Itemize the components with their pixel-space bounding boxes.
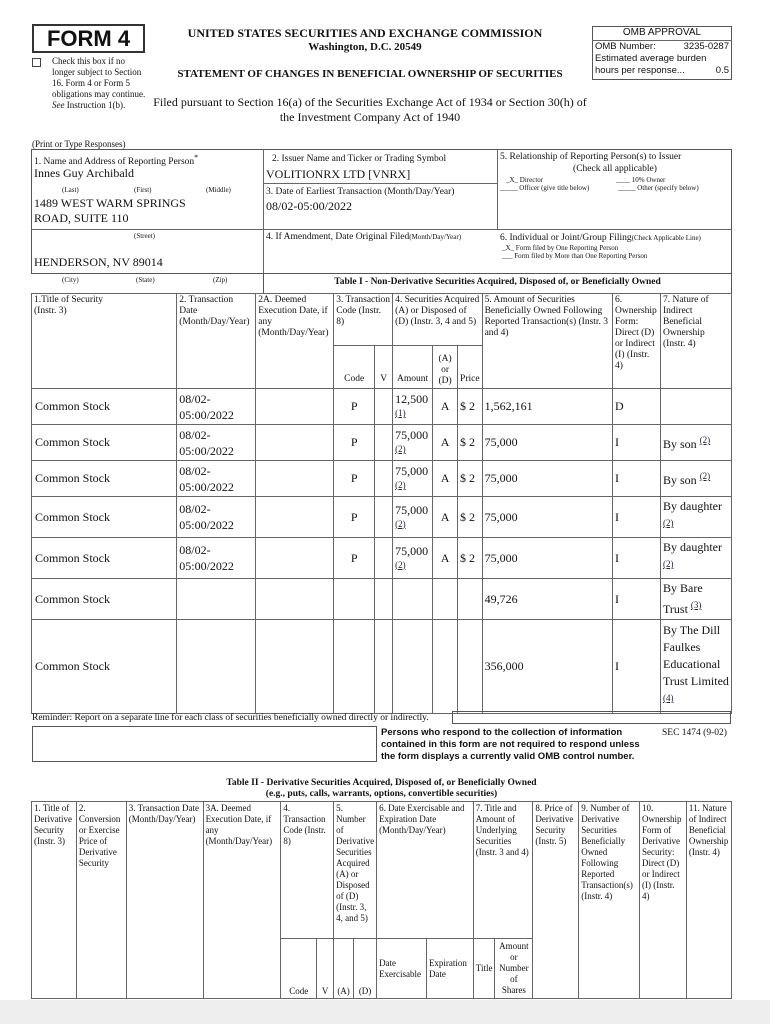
t1-cell-price xyxy=(458,389,483,425)
form-title: FORM 4 xyxy=(46,26,131,51)
t1-cell-aord xyxy=(433,538,458,579)
omb-hours-label: hours per response... xyxy=(595,65,685,76)
reporting-hline-3 xyxy=(31,229,263,230)
t1-cell-form xyxy=(613,497,661,538)
footnote-link[interactable]: (2) xyxy=(395,518,406,529)
t2-sub-amount: Amount or Number of Shares xyxy=(495,939,533,999)
t2-sub-v: V xyxy=(317,939,334,999)
relationship-sub: (Check all applicable) xyxy=(573,164,657,174)
t1-cell-title xyxy=(32,461,177,497)
security-title: Common Stock xyxy=(35,435,111,449)
omb-number: 3235-0287 xyxy=(683,41,729,52)
table1-title: Table I - Non-Derivative Securities Acquired, Disposed of, or Beneficially Owned xyxy=(334,277,661,287)
t1-cell-v xyxy=(375,497,393,538)
left-notice-box xyxy=(32,726,377,762)
omb-title: OMB APPROVAL xyxy=(622,27,702,38)
t1-cell-deemed xyxy=(256,579,334,620)
ownership-form: I xyxy=(615,435,620,449)
t1-cell-price xyxy=(458,538,483,579)
amount-owned: 356,000 xyxy=(484,659,524,673)
issuer-name: VOLITIONRX LTD [VNRX] xyxy=(266,167,411,181)
footnote-link[interactable]: (3) xyxy=(690,600,702,610)
t1-cell-nature xyxy=(661,579,732,620)
footnote-link[interactable]: (1) xyxy=(395,408,406,418)
acquired-disposed: A xyxy=(440,509,450,524)
joint-one-person[interactable]: _X_ Form filed by One Reporting Person xyxy=(502,244,619,252)
t2-h-exercisable: 6. Date Exercisable and Expiration Date (Month/Day/Year) xyxy=(377,802,474,939)
rel-officer[interactable]: _____ Officer (give title below) xyxy=(500,184,590,192)
t1-cell-owned xyxy=(482,389,612,425)
t1-cell-aord xyxy=(433,389,458,425)
t1-h-deemed: 2A. Deemed Execution Date, if any (Month/Day/Year) xyxy=(256,294,334,389)
t1-cell-owned xyxy=(482,620,612,714)
table1-header-row xyxy=(32,294,732,346)
earliest-date-label: 3. Date of Earliest Transaction (Month/Day/Year) xyxy=(266,187,455,197)
amount-owned: 75,000 xyxy=(484,509,518,524)
t1-cell-deemed xyxy=(256,620,334,714)
t1-cell-price xyxy=(458,461,483,497)
joint-filing-label: 6. Individual or Joint/Group Filing(Check Applicable Line) xyxy=(500,233,701,243)
ownership-form: I xyxy=(615,550,620,565)
filed-pursuant-line2: the Investment Company Act of 1940 xyxy=(279,110,461,124)
t1-cell-date xyxy=(177,620,256,714)
ownership-form: I xyxy=(615,591,620,606)
zip-label: (Zip) xyxy=(213,276,228,284)
footnote-link[interactable]: (2) xyxy=(699,435,711,445)
transaction-code: P xyxy=(350,399,358,413)
t1-cell-code xyxy=(334,538,375,579)
t1-cell-v xyxy=(375,425,393,461)
security-title: Common Stock xyxy=(35,659,111,673)
t1-cell-owned xyxy=(482,461,612,497)
t1-cell-aord xyxy=(433,620,458,714)
amount: 75,000 xyxy=(395,543,429,558)
table1-row xyxy=(32,497,732,538)
transaction-date-rest: 05:00/2022 xyxy=(179,443,234,458)
nature-of-ownership: By daughter xyxy=(663,499,722,513)
t1-cell-v xyxy=(375,538,393,579)
reporting-div-2 xyxy=(497,149,498,229)
t1-cell-date xyxy=(177,461,256,497)
ownership-form: I xyxy=(615,471,620,485)
reporting-hline-1 xyxy=(263,183,497,184)
table2-title: Table II - Derivative Securities Acquired, Disposed of, or Beneficially Owned xyxy=(226,778,537,788)
t1-cell-form xyxy=(613,461,661,497)
amount-owned: 75,000 xyxy=(484,550,518,565)
transaction-date: 08/02- xyxy=(179,463,211,478)
t1-cell-date xyxy=(177,389,256,425)
t1-cell-title xyxy=(32,620,177,714)
t1-cell-date xyxy=(177,538,256,579)
t1-cell-deemed xyxy=(256,538,334,579)
price: $ 2 xyxy=(460,399,476,413)
footnote-link[interactable]: (2) xyxy=(663,518,674,528)
t1-sub-aord: (A) or (D) xyxy=(433,346,458,389)
transaction-date: 08/02- xyxy=(179,391,211,406)
print-type-note: (Print or Type Responses) xyxy=(32,139,126,149)
t1-cell-owned xyxy=(482,538,612,579)
t1-cell-nature xyxy=(661,389,732,425)
t1-cell-form xyxy=(613,538,661,579)
t1-cell-title xyxy=(32,579,177,620)
t1-cell-v xyxy=(375,579,393,620)
t1-cell-nature xyxy=(661,497,732,538)
t2-h-date: 3. Transaction Date (Month/Day/Year) xyxy=(126,802,203,999)
t1-h-code: 3. Transaction Code (Instr. 8) xyxy=(334,294,393,346)
t1-cell-code xyxy=(334,425,375,461)
t1-cell-aord xyxy=(433,497,458,538)
t2-sub-title: Title xyxy=(473,939,495,999)
transaction-date-rest: 05:00/2022 xyxy=(179,479,234,494)
t1-sub-price: Price xyxy=(458,346,483,389)
t1-cell-aord xyxy=(433,461,458,497)
relationship-label: 5. Relationship of Reporting Person(s) to Issuer xyxy=(500,152,682,162)
transaction-date-rest: 05:00/2022 xyxy=(179,407,234,422)
reporting-hline-2 xyxy=(263,229,732,230)
rel-other[interactable]: _____ Other (specify below) xyxy=(618,184,699,192)
t1-cell-v xyxy=(375,461,393,497)
reporting-div-1 xyxy=(263,149,264,274)
t1-cell-aord xyxy=(433,425,458,461)
table1-row xyxy=(32,425,732,461)
security-title: Common Stock xyxy=(35,591,111,606)
t1-cell-price xyxy=(458,579,483,620)
t1-cell-v xyxy=(375,389,393,425)
address-line1: 1489 WEST WARM SPRINGS xyxy=(34,196,186,210)
acquired-disposed: A xyxy=(440,435,450,449)
t1-h-nature: 7. Nature of Indirect Beneficial Ownership (Instr. 4) xyxy=(661,294,732,389)
t2-h-conversion: 2. Conversion or Exercise Price of Derivative Security xyxy=(76,802,126,999)
t1-cell-title xyxy=(32,497,177,538)
security-title: Common Stock xyxy=(35,471,111,485)
footnote-link[interactable]: (2) xyxy=(663,559,674,569)
t2-h-number-owned: 9. Number of Derivative Securities Beneficially Owned Following Reported Transaction(s) (Instr. 4) xyxy=(579,802,640,999)
nature-of-ownership: By son xyxy=(663,473,697,487)
t1-cell-date xyxy=(177,497,256,538)
agency-name: UNITED STATES SECURITIES AND EXCHANGE COMMISSION xyxy=(187,26,543,40)
omb-burden: Estimated average burden xyxy=(595,53,707,64)
table1-row xyxy=(32,538,732,579)
t1-cell-deemed xyxy=(256,425,334,461)
transaction-date: 08/02- xyxy=(179,502,211,516)
nature-of-ownership: By daughter xyxy=(663,540,722,554)
table2 xyxy=(31,801,732,999)
footnote-link[interactable]: (4) xyxy=(663,693,674,703)
table2-subtitle: (e.g., puts, calls, warrants, options, convertible securities) xyxy=(265,789,498,799)
t1-cell-form xyxy=(613,389,661,425)
transaction-code: P xyxy=(350,550,358,565)
t1-cell-date xyxy=(177,425,256,461)
bottom-shade xyxy=(0,1000,770,1024)
acquired-disposed: A xyxy=(440,399,450,413)
t2-sub-date-exercisable: Date Exercisable xyxy=(377,939,427,999)
footnote-link[interactable]: (2) xyxy=(699,471,711,481)
t2-sub-a: (A) xyxy=(334,939,354,999)
t1-cell-code xyxy=(334,620,375,714)
address-line2: ROAD, SUITE 110 xyxy=(34,211,129,225)
t2-sub-expiration: Expiration Date xyxy=(426,939,473,999)
t2-h-ownership-form: 10. Ownership Form of Derivative Security: Direct (D) or Indirect (I) (Instr. 4) xyxy=(640,802,687,999)
price: $ 2 xyxy=(460,550,476,565)
amount: 75,000 xyxy=(395,502,429,517)
t1-sub-amount: Amount xyxy=(393,346,433,389)
t1-cell-form xyxy=(613,579,661,620)
amount: 75,000 xyxy=(395,428,429,442)
t1-cell-code xyxy=(334,389,375,425)
price: $ 2 xyxy=(460,471,476,485)
t1-h-ownership-form: 6. Ownership Form: Direct (D) or Indirect (I) (Instr. 4) xyxy=(613,294,661,389)
issuer-label: 2. Issuer Name and Ticker or Trading Symbol xyxy=(272,154,447,164)
ownership-form: I xyxy=(615,509,620,524)
last-label: (Last) xyxy=(62,186,79,194)
t1-cell-code xyxy=(334,579,375,620)
t1-sub-v: V xyxy=(375,346,393,389)
t1-cell-price xyxy=(458,497,483,538)
t1-cell-v xyxy=(375,620,393,714)
rel-ten-percent-owner[interactable]: ____ 10% Owner xyxy=(616,176,666,184)
t1-cell-code xyxy=(334,497,375,538)
table1-row xyxy=(32,389,732,425)
t1-cell-price xyxy=(458,620,483,714)
street-label: (Street) xyxy=(134,232,155,240)
t1-cell-deemed xyxy=(256,461,334,497)
transaction-code: P xyxy=(350,509,358,524)
t1-cell-owned xyxy=(482,497,612,538)
t1-cell-aord xyxy=(433,579,458,620)
reporting-person-name: Innes Guy Archibald xyxy=(34,166,134,180)
t1-cell-nature xyxy=(661,425,732,461)
t1-cell-form xyxy=(613,620,661,714)
t1-cell-title xyxy=(32,538,177,579)
city-state-zip: HENDERSON, NV 89014 xyxy=(34,255,163,269)
t2-h-price: 8. Price of Derivative Security (Instr. 5) xyxy=(533,802,579,999)
nature-of-ownership: By The Dill Faulkes Educational Trust Limited xyxy=(663,623,729,688)
t1-cell-nature xyxy=(661,620,732,714)
amount-owned: 75,000 xyxy=(484,435,518,449)
t1-cell-deemed xyxy=(256,389,334,425)
t1-cell-date xyxy=(177,579,256,620)
amount: 12,500 xyxy=(395,392,429,406)
footnote-link[interactable]: (2) xyxy=(395,559,406,570)
table1-row xyxy=(32,620,732,714)
state-label: (State) xyxy=(136,276,155,284)
reminder-text: Reminder: Report on a separate line for each class of securities beneficially owned directly or indirectly. xyxy=(32,713,429,723)
t1-cell-nature xyxy=(661,461,732,497)
t1-cell-code xyxy=(334,461,375,497)
security-title: Common Stock xyxy=(35,399,111,413)
omb-number-label: OMB Number: xyxy=(595,41,656,52)
t1-cell-owned xyxy=(482,425,612,461)
city-label: (City) xyxy=(62,276,79,284)
table1-row xyxy=(32,461,732,497)
t1-cell-deemed xyxy=(256,497,334,538)
acquired-disposed: A xyxy=(440,471,450,485)
agency-city: Washington, D.C. 20549 xyxy=(308,41,422,53)
reporting-person-label: 1. Name and Address of Reporting Person* xyxy=(34,153,199,168)
table1-row xyxy=(32,579,732,620)
amendment-label: 4. If Amendment, Date Original Filed(Month/Day/Year) xyxy=(266,232,462,242)
security-title: Common Stock xyxy=(35,509,111,524)
t1-cell-owned xyxy=(482,579,612,620)
amount: 75,000 xyxy=(395,464,429,478)
t1-cell-title xyxy=(32,389,177,425)
t2-h-title: 1. Title of Derivative Security (Instr. 3) xyxy=(32,802,77,999)
table1 xyxy=(31,293,732,714)
transaction-date: 08/02- xyxy=(179,427,211,442)
t1-cell-amount xyxy=(393,620,433,714)
transaction-code: P xyxy=(350,435,358,449)
nature-of-ownership: By Bare Trust xyxy=(663,581,703,616)
t1-cell-amount xyxy=(393,579,433,620)
t1-h-securities: 4. Securities Acquired (A) or Disposed of (D) (Instr. 3, 4 and 5) xyxy=(393,294,482,346)
statement-title: STATEMENT OF CHANGES IN BENEFICIAL OWNERSHIP OF SECURITIES xyxy=(177,68,563,80)
t1-cell-amount xyxy=(393,389,433,425)
amount-owned: 75,000 xyxy=(484,471,518,485)
amount-owned: 1,562,161 xyxy=(484,399,533,413)
earliest-date: 08/02-05:00/2022 xyxy=(266,199,352,213)
t2-sub-d: (D) xyxy=(354,939,377,999)
transaction-date-rest: 05:00/2022 xyxy=(179,559,234,573)
transaction-code: P xyxy=(350,471,358,485)
t1-h-title: 1.Title of Security (Instr. 3) xyxy=(32,294,177,389)
t1-h-date: 2. Transaction Date (Month/Day/Year) xyxy=(177,294,256,389)
price: $ 2 xyxy=(460,509,476,524)
sec-code: SEC 1474 (9-02) xyxy=(662,728,727,738)
middle-label: (Middle) xyxy=(206,186,231,194)
t2-h-code: 4. Transaction Code (Instr. 8) xyxy=(281,802,334,939)
amount-owned: 49,726 xyxy=(484,591,518,606)
filed-pursuant-line1: Filed pursuant to Section 16(a) of the Securities Exchange Act of 1934 or Section 30(h) of xyxy=(153,95,587,109)
joint-more-persons[interactable]: ___ Form filed by More than One Reporting Person xyxy=(502,252,648,260)
no-longer-subject-checkbox[interactable] xyxy=(32,58,41,67)
t1-cell-amount xyxy=(393,461,433,497)
t2-sub-code: Code xyxy=(281,939,317,999)
rel-director[interactable]: _X_ Director xyxy=(506,176,544,184)
t1-cell-nature xyxy=(661,538,732,579)
persons-notice: Persons who respond to the collection of information contained in this form are not required to respond unless the form displays a currently valid OMB control number. xyxy=(381,727,640,762)
t1-cell-amount xyxy=(393,425,433,461)
acquired-disposed: A xyxy=(440,550,450,565)
t2-h-number: 5. Number of Derivative Securities Acquired (A) or Disposed of (D) (Instr. 3, 4, and 5) xyxy=(334,802,377,939)
t2-h-deemed: 3A. Deemed Execution Date, if any (Month/Day/Year) xyxy=(203,802,281,999)
t1-cell-title xyxy=(32,425,177,461)
nature-of-ownership: By son xyxy=(663,437,697,451)
checkbox-text: Check this box if no longer subject to Section 16. Form 4 or Form 5 obligations may continue. See Instruction 1(b). xyxy=(52,56,146,110)
t1-h-amount-owned: 5. Amount of Securities Beneficially Owned Following Reported Transaction(s) (Instr. 3 and 4) xyxy=(482,294,612,389)
t1-cell-price xyxy=(458,425,483,461)
transaction-date-rest: 05:00/2022 xyxy=(179,518,234,532)
security-title: Common Stock xyxy=(35,550,111,565)
ownership-form: I xyxy=(615,659,620,673)
t1-cell-amount xyxy=(393,497,433,538)
t1-sub-code: Code xyxy=(334,346,375,389)
price: $ 2 xyxy=(460,435,476,449)
t2-h-underlying: 7. Title and Amount of Underlying Securities (Instr. 3 and 4) xyxy=(473,802,533,939)
t1-cell-form xyxy=(613,425,661,461)
reminder-input-box xyxy=(452,711,731,724)
ownership-form: D xyxy=(615,399,624,413)
t2-h-nature: 11. Nature of Indirect Beneficial Ownership (Instr. 4) xyxy=(686,802,731,999)
transaction-date: 08/02- xyxy=(179,543,211,557)
footnote-link[interactable]: (2) xyxy=(395,444,406,454)
first-label: (First) xyxy=(134,186,152,194)
table2-header-row xyxy=(32,802,732,939)
t1-cell-amount xyxy=(393,538,433,579)
footnote-link[interactable]: (2) xyxy=(395,480,406,490)
omb-hours: 0.5 xyxy=(715,65,729,76)
